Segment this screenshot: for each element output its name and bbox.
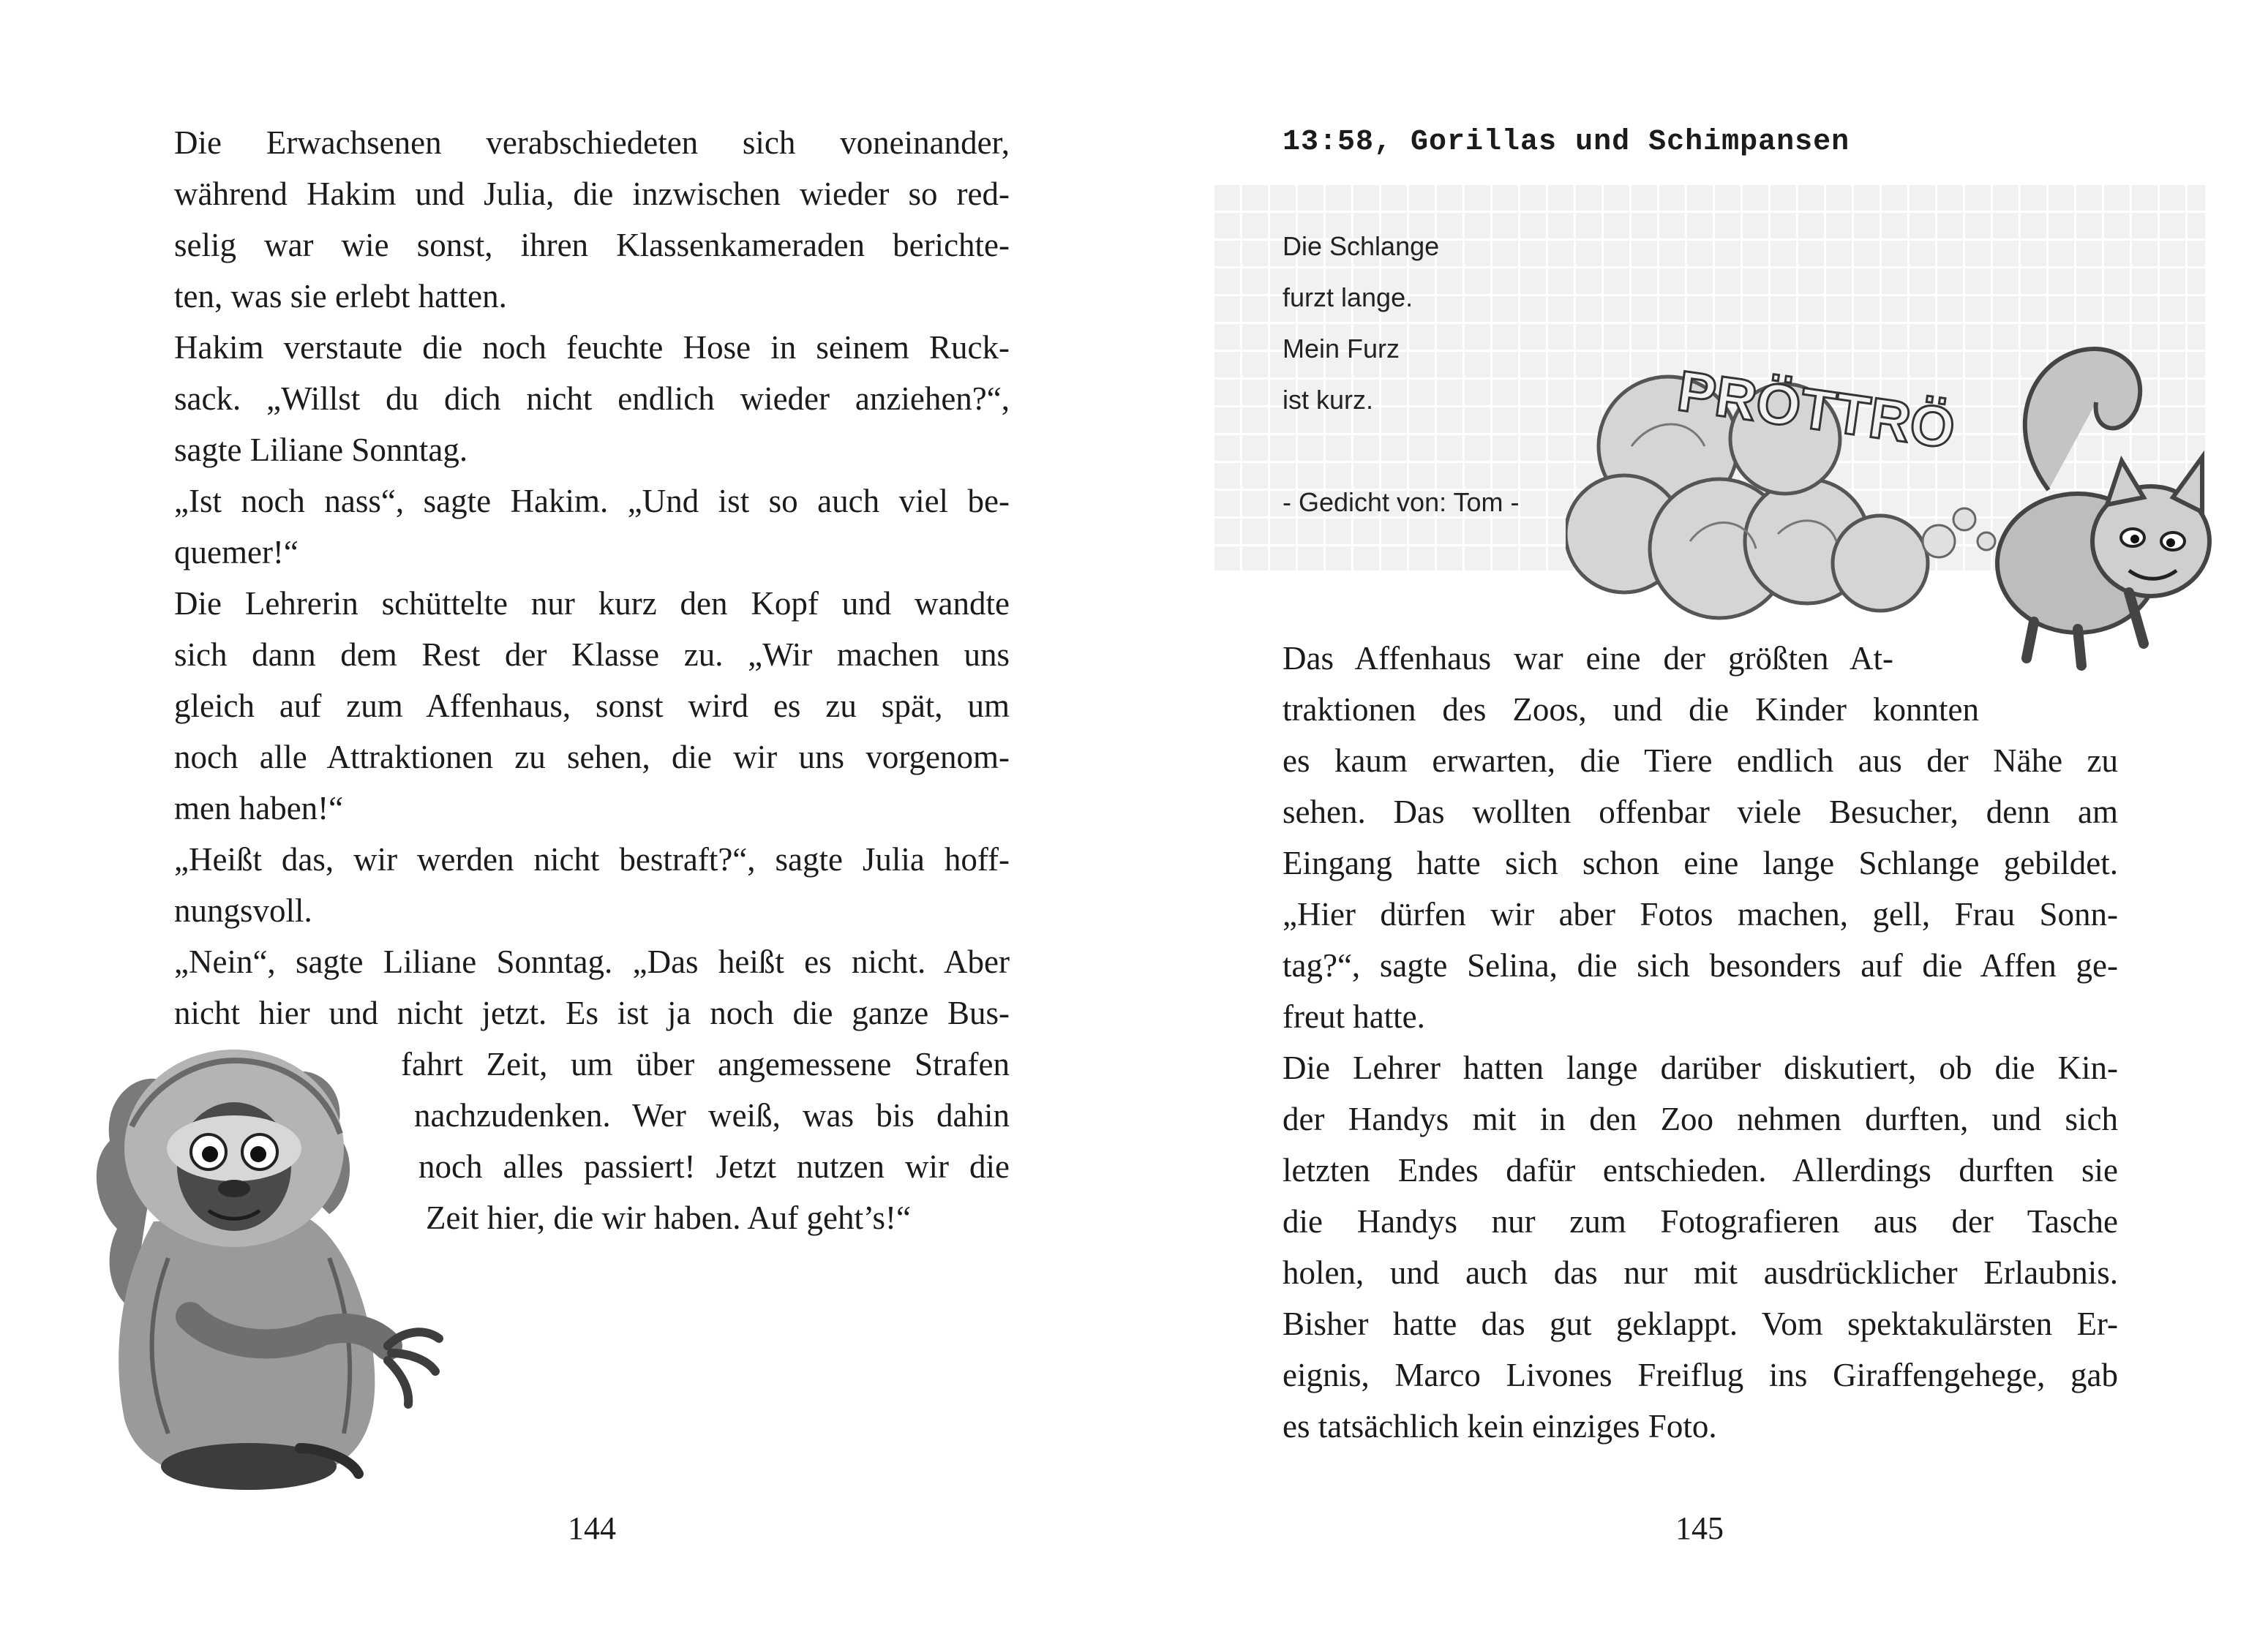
body-line: Das Affenhaus war eine der größten At- — [1283, 640, 1893, 677]
body-line: „Hier dürfen wir aber Fotos machen, gell, Frau Sonn- — [1283, 896, 2118, 933]
body-line: Die Lehrerin schüttelte nur kurz den Kopf und wandte — [174, 585, 1010, 622]
body-line: es kaum erwarten, die Tiere endlich aus der Nähe zu — [1283, 742, 2118, 779]
body-line: noch alles passiert! Jetzt nutzen wir die — [418, 1148, 1010, 1185]
body-line: eignis, Marco Livones Freiflug ins Giraffengehege, gab — [1283, 1357, 2118, 1393]
body-line: nungsvoll. — [174, 892, 312, 929]
body-line: Die Erwachsenen verabschiedeten sich voneinander, — [174, 124, 1010, 161]
monkey-illustration — [59, 1039, 468, 1507]
body-line: selig war wie sonst, ihren Klassenkameraden berichte- — [174, 227, 1010, 263]
body-line: Bisher hatte das gut geklappt. Vom spektakulärsten Er- — [1283, 1306, 2118, 1342]
body-line: sich dann dem Rest der Klasse zu. „Wir machen uns — [174, 636, 1010, 673]
sound-effect-text: PRÖTTRÖ — [1673, 358, 1959, 461]
body-line: traktionen des Zoos, und die Kinder konnten — [1283, 691, 1979, 728]
poem-line: Die Schlange — [1283, 231, 1440, 261]
body-line: die Handys nur zum Fotografieren aus der Tasche — [1283, 1203, 2118, 1240]
chapter-heading: 13:58, Gorillas und Schimpansen — [1283, 126, 1850, 159]
poem-line: ist kurz. — [1283, 385, 1374, 415]
body-line: nachzudenken. Wer weiß, was bis dahin — [414, 1097, 1010, 1134]
body-line: Die Lehrer hatten lange darüber diskutiert, ob die Kin- — [1283, 1050, 2118, 1086]
body-line: noch alle Attraktionen zu sehen, die wir uns vorgenom- — [174, 739, 1010, 775]
page-number: 144 — [568, 1510, 616, 1546]
body-line: sehen. Das wollten offenbar viele Besucher, denn am — [1283, 794, 2118, 830]
body-line: „Ist noch nass“, sagte Hakim. „Und ist so auch viel be- — [174, 483, 1010, 519]
body-line: „Heißt das, wir werden nicht bestraft?“, sagte Julia hoff- — [174, 841, 1010, 878]
poem-line: furzt lange. — [1283, 282, 1413, 312]
body-line: fahrt Zeit, um über angemessene Strafen — [401, 1046, 1010, 1082]
body-line: men haben!“ — [174, 790, 344, 826]
body-line: freut hatte. — [1283, 998, 1425, 1035]
poem-line: Mein Furz — [1283, 334, 1400, 364]
body-line: Zeit hier, die wir haben. Auf geht’s!“ — [426, 1200, 911, 1236]
body-line: letzten Endes dafür entschieden. Allerdings durften sie — [1283, 1152, 2118, 1189]
body-line: sagte Liliane Sonntag. — [174, 432, 468, 468]
body-line: es tatsächlich kein einziges Foto. — [1283, 1408, 1717, 1445]
body-line: quemer!“ — [174, 534, 298, 570]
body-line: während Hakim und Julia, die inzwischen wieder so red- — [174, 176, 1010, 212]
poem-credit: - Gedicht von: Tom - — [1283, 487, 1520, 517]
body-line: tag?“, sagte Selina, die sich besonders auf die Affen ge- — [1283, 947, 2118, 984]
body-line: holen, und auch das nur mit ausdrücklicher Erlaubnis. — [1283, 1254, 2118, 1291]
body-line: der Handys mit in den Zoo nehmen durften, und sich — [1283, 1101, 2118, 1137]
page-number: 145 — [1675, 1510, 1724, 1546]
fart-cat-illustration — [1566, 322, 2224, 680]
body-line: Hakim verstaute die noch feuchte Hose in seinem Ruck- — [174, 329, 1010, 366]
body-line: sack. „Willst du dich nicht endlich wieder anziehen?“, — [174, 380, 1010, 417]
body-line: Eingang hatte sich schon eine lange Schlange gebildet. — [1283, 845, 2118, 881]
body-line: „Nein“, sagte Liliane Sonntag. „Das heißt es nicht. Aber — [174, 944, 1010, 980]
body-line: gleich auf zum Affenhaus, sonst wird es zu spät, um — [174, 688, 1010, 724]
body-line: ten, was sie erlebt hatten. — [174, 278, 507, 315]
body-line: nicht hier und nicht jetzt. Es ist ja noch die ganze Bus- — [174, 995, 1010, 1031]
